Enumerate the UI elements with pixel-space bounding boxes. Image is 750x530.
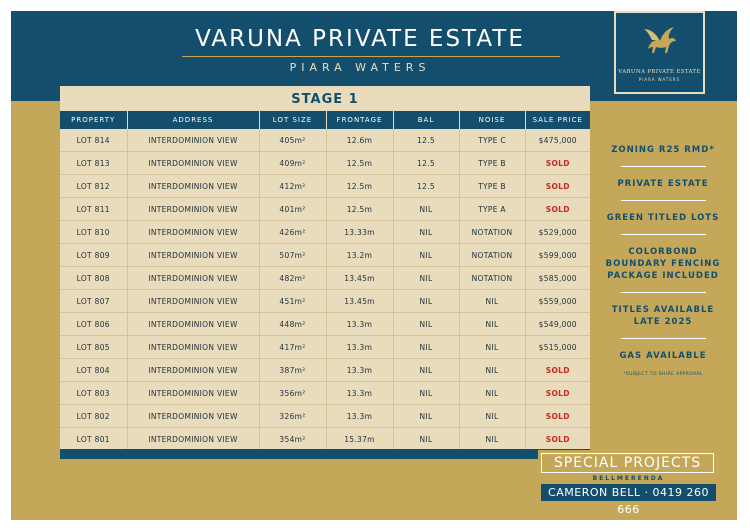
stage-title: STAGE 1 <box>291 92 359 107</box>
bal-cell: 12.5 <box>393 152 459 175</box>
table-row <box>60 290 590 313</box>
lot-size-cell: 409m² <box>259 152 326 175</box>
bal-cell: NIL <box>393 428 459 451</box>
table-row <box>60 129 590 152</box>
noise-cell: NIL <box>459 336 525 359</box>
property-cell: LOT 804 <box>60 359 127 382</box>
frontage-cell: 13.3m <box>326 359 393 382</box>
property-cell: LOT 801 <box>60 428 127 451</box>
bal-cell: NIL <box>393 382 459 405</box>
feature-titles-line2: LATE 2025 <box>633 317 693 327</box>
address-cell: INTERDOMINION VIEW <box>127 267 259 290</box>
bal-cell: NIL <box>393 290 459 313</box>
lot-size-cell: 426m² <box>259 221 326 244</box>
lot-size-cell: 401m² <box>259 198 326 221</box>
bal-cell: 12.5 <box>393 129 459 152</box>
lot-size-cell: 354m² <box>259 428 326 451</box>
address-cell: INTERDOMINION VIEW <box>127 198 259 221</box>
lot-size-cell: 412m² <box>259 175 326 198</box>
noise-cell: NOTATION <box>459 244 525 267</box>
column-header: PROPERTY <box>60 111 127 129</box>
address-cell: INTERDOMINION VIEW <box>127 175 259 198</box>
table-row <box>60 267 590 290</box>
agent-block <box>538 450 719 516</box>
frontage-cell: 12.5m <box>326 152 393 175</box>
noise-cell: NOTATION <box>459 267 525 290</box>
noise-cell: NIL <box>459 359 525 382</box>
frontage-cell: 13.45m <box>326 267 393 290</box>
table-row <box>60 428 590 451</box>
sale-price-cell: SOLD <box>525 405 590 428</box>
table-row <box>60 336 590 359</box>
property-cell: LOT 802 <box>60 405 127 428</box>
bal-cell: 12.5 <box>393 175 459 198</box>
feature-zoning: ZONING R25 RMD* <box>611 145 715 155</box>
sale-price-cell: SOLD <box>525 382 590 405</box>
column-header: FRONTAGE <box>326 111 393 129</box>
address-cell: INTERDOMINION VIEW <box>127 359 259 382</box>
bal-cell: NIL <box>393 198 459 221</box>
sale-price-cell: $599,000 <box>525 244 590 267</box>
frontage-cell: 15.37m <box>326 428 393 451</box>
sale-price-cell: SOLD <box>525 198 590 221</box>
sale-price-cell: SOLD <box>525 359 590 382</box>
feature-divider <box>621 166 706 167</box>
lot-size-cell: 448m² <box>259 313 326 336</box>
bal-cell: NIL <box>393 359 459 382</box>
property-cell: LOT 809 <box>60 244 127 267</box>
estate-logo <box>614 11 705 94</box>
sale-price-cell: $515,000 <box>525 336 590 359</box>
feature-titles-line1: TITLES AVAILABLE <box>611 305 715 315</box>
sale-price-cell: SOLD <box>525 428 590 451</box>
property-cell: LOT 811 <box>60 198 127 221</box>
bal-cell: NIL <box>393 336 459 359</box>
agent-location: BELLMERENDA <box>592 475 665 482</box>
table-row <box>60 198 590 221</box>
feature-divider <box>621 292 706 293</box>
frontage-cell: 13.3m <box>326 405 393 428</box>
noise-cell: TYPE A <box>459 198 525 221</box>
property-cell: LOT 807 <box>60 290 127 313</box>
lot-size-cell: 387m² <box>259 359 326 382</box>
frontage-cell: 12.5m <box>326 198 393 221</box>
address-cell: INTERDOMINION VIEW <box>127 428 259 451</box>
noise-cell: TYPE C <box>459 129 525 152</box>
noise-cell: NIL <box>459 428 525 451</box>
lot-size-cell: 326m² <box>259 405 326 428</box>
lot-size-cell: 405m² <box>259 129 326 152</box>
winged-horse-icon <box>638 19 682 63</box>
bal-cell: NIL <box>393 244 459 267</box>
lot-size-cell: 482m² <box>259 267 326 290</box>
frontage-cell: 13.3m <box>326 336 393 359</box>
table-bottom-bar <box>60 449 590 459</box>
agent-contact: CAMERON BELL · 0419 260 666 <box>541 484 716 501</box>
zoning-footnote: *SUBJECT TO SHIRE APPROVAL <box>623 372 703 377</box>
noise-cell: NIL <box>459 382 525 405</box>
feature-green-titled: GREEN TITLED LOTS <box>606 213 720 223</box>
frontage-cell: 13.3m <box>326 313 393 336</box>
property-cell: LOT 805 <box>60 336 127 359</box>
noise-cell: NIL <box>459 405 525 428</box>
bal-cell: NIL <box>393 313 459 336</box>
sale-price-cell: $559,000 <box>525 290 590 313</box>
sale-price-cell: $529,000 <box>525 221 590 244</box>
address-cell: INTERDOMINION VIEW <box>127 221 259 244</box>
address-cell: INTERDOMINION VIEW <box>127 244 259 267</box>
column-header: LOT SIZE <box>259 111 326 129</box>
agent-brand: SPECIAL PROJECTS <box>541 453 714 473</box>
feature-gas: GAS AVAILABLE <box>619 351 707 361</box>
table-row <box>60 405 590 428</box>
column-header: BAL <box>393 111 459 129</box>
lot-size-cell: 451m² <box>259 290 326 313</box>
column-header: SALE PRICE <box>525 111 590 129</box>
address-cell: INTERDOMINION VIEW <box>127 405 259 428</box>
property-cell: LOT 814 <box>60 129 127 152</box>
noise-cell: TYPE B <box>459 175 525 198</box>
feature-colorbond-line2: BOUNDARY FENCING <box>605 259 721 269</box>
title-divider <box>182 56 560 57</box>
noise-cell: NIL <box>459 290 525 313</box>
logo-name: VARUNA PRIVATE ESTATE <box>618 69 701 75</box>
feature-divider <box>621 200 706 201</box>
property-cell: LOT 808 <box>60 267 127 290</box>
address-cell: INTERDOMINION VIEW <box>127 382 259 405</box>
frontage-cell: 13.45m <box>326 290 393 313</box>
address-cell: INTERDOMINION VIEW <box>127 313 259 336</box>
sale-price-cell: $585,000 <box>525 267 590 290</box>
page-subtitle: PIARA WATERS <box>289 61 431 74</box>
address-cell: INTERDOMINION VIEW <box>127 129 259 152</box>
feature-colorbond-line1: COLORBOND <box>628 247 698 257</box>
noise-cell: NOTATION <box>459 221 525 244</box>
table-row <box>60 313 590 336</box>
noise-cell: TYPE B <box>459 152 525 175</box>
bal-cell: NIL <box>393 405 459 428</box>
property-cell: LOT 803 <box>60 382 127 405</box>
feature-divider <box>621 234 706 235</box>
address-cell: INTERDOMINION VIEW <box>127 336 259 359</box>
column-header: ADDRESS <box>127 111 259 129</box>
table-row <box>60 152 590 175</box>
table-row <box>60 221 590 244</box>
table-row <box>60 382 590 405</box>
lot-size-cell: 356m² <box>259 382 326 405</box>
address-cell: INTERDOMINION VIEW <box>127 290 259 313</box>
bal-cell: NIL <box>393 267 459 290</box>
property-cell: LOT 810 <box>60 221 127 244</box>
column-header: NOISE <box>459 111 525 129</box>
lot-size-cell: 417m² <box>259 336 326 359</box>
table-row <box>60 359 590 382</box>
feature-private-estate: PRIVATE ESTATE <box>617 179 709 189</box>
stage-panel <box>60 86 590 459</box>
property-cell: LOT 812 <box>60 175 127 198</box>
features-list <box>598 140 728 377</box>
frontage-cell: 12.5m <box>326 175 393 198</box>
noise-cell: NIL <box>459 313 525 336</box>
bal-cell: NIL <box>393 221 459 244</box>
table-row <box>60 244 590 267</box>
frontage-cell: 13.2m <box>326 244 393 267</box>
property-cell: LOT 813 <box>60 152 127 175</box>
sale-price-cell: $475,000 <box>525 129 590 152</box>
address-cell: INTERDOMINION VIEW <box>127 152 259 175</box>
table-row <box>60 175 590 198</box>
sale-price-cell: SOLD <box>525 152 590 175</box>
frontage-cell: 13.3m <box>326 382 393 405</box>
property-cell: LOT 806 <box>60 313 127 336</box>
sale-price-cell: $549,000 <box>525 313 590 336</box>
frontage-cell: 13.33m <box>326 221 393 244</box>
feature-colorbond-line3: PACKAGE INCLUDED <box>607 271 719 281</box>
frontage-cell: 12.6m <box>326 129 393 152</box>
logo-location: PIARA WATERS <box>638 77 681 82</box>
lots-table <box>60 111 590 451</box>
lot-size-cell: 507m² <box>259 244 326 267</box>
page-title: VARUNA PRIVATE ESTATE <box>195 26 525 52</box>
feature-divider <box>621 338 706 339</box>
sale-price-cell: SOLD <box>525 175 590 198</box>
table-header-row <box>60 111 590 129</box>
